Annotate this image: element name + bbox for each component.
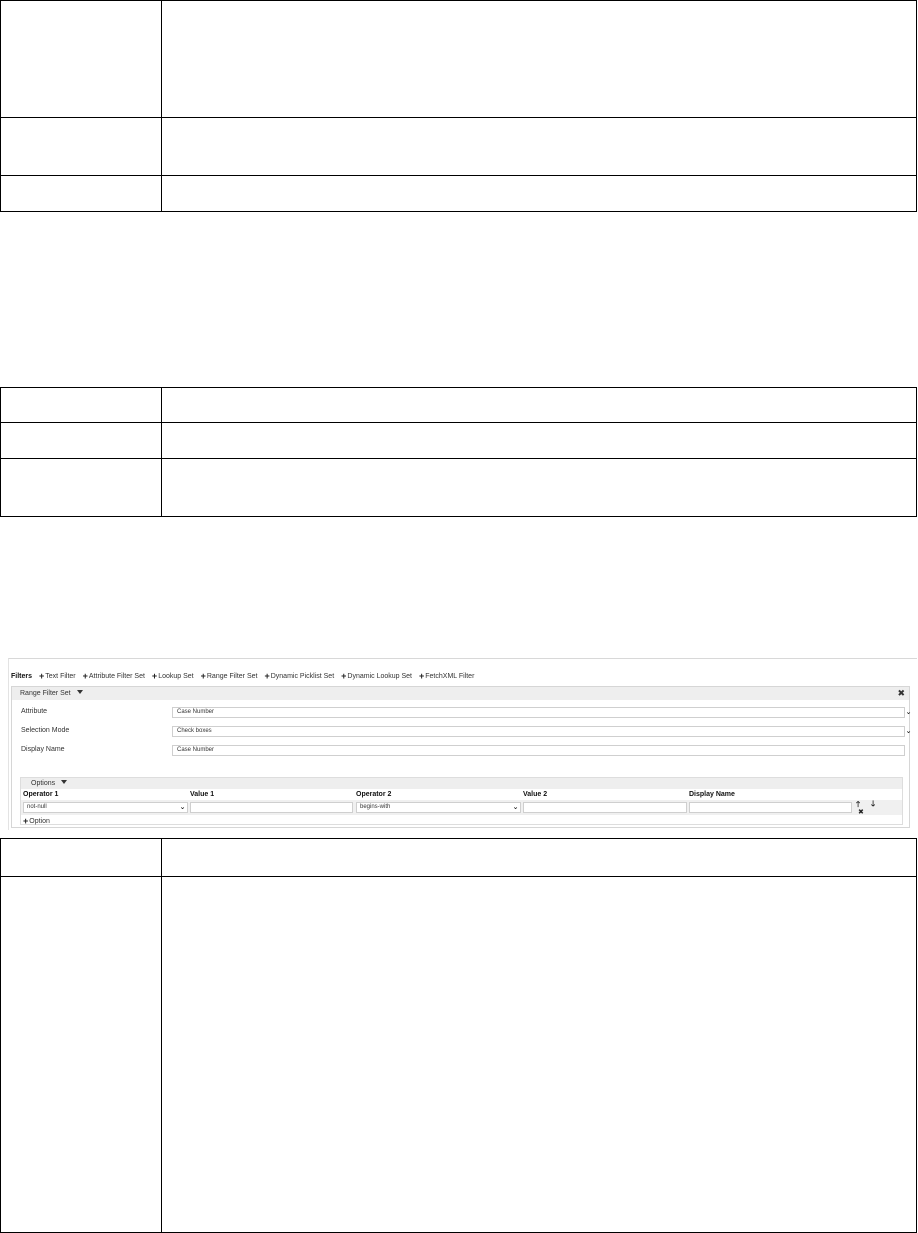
- table-cell: [162, 839, 917, 877]
- plus-icon: +: [264, 670, 270, 681]
- table-cell: [162, 1, 917, 118]
- filters-title: Filters: [11, 672, 33, 680]
- plus-icon: +: [82, 670, 88, 681]
- table-cell: [162, 459, 917, 517]
- display-name-label: Display Name: [21, 746, 65, 753]
- operator2-value: begins-with: [360, 804, 391, 810]
- close-icon[interactable]: ✖: [897, 688, 905, 698]
- toolbar-label: Attribute Filter Set: [88, 672, 145, 680]
- table-cell: [162, 388, 917, 423]
- table-cell: [1, 388, 162, 423]
- add-fetchxml-filter-button[interactable]: [419, 670, 475, 681]
- toolbar-label: Text Filter: [45, 672, 76, 680]
- add-dynamic-picklist-set-button[interactable]: [264, 670, 335, 681]
- doc-table-1: [0, 0, 917, 212]
- column-header-value2: Value 2: [523, 791, 548, 798]
- add-range-filter-set-button[interactable]: [200, 670, 258, 681]
- chevron-down-icon[interactable]: ⌄: [179, 804, 186, 811]
- plus-icon: +: [341, 670, 347, 681]
- plus-icon: +: [419, 670, 425, 681]
- add-option-label: Option: [29, 818, 50, 825]
- caret-down-icon[interactable]: [77, 690, 83, 694]
- set-title-text: Range Filter Set: [20, 690, 71, 697]
- table-cell: [162, 877, 917, 1233]
- operator2-select[interactable]: [356, 802, 521, 813]
- attribute-label: Attribute: [21, 708, 48, 715]
- doc-table-3: [0, 838, 917, 1233]
- toolbar-label: Dynamic Lookup Set: [347, 672, 412, 680]
- operator1-value: not-null: [27, 804, 47, 810]
- display-name-input[interactable]: [172, 745, 905, 756]
- add-text-filter-button[interactable]: [39, 670, 76, 681]
- toolbar-label: Range Filter Set: [206, 672, 258, 680]
- operator1-select[interactable]: [23, 802, 188, 813]
- toolbar-label: Lookup Set: [158, 672, 194, 680]
- toolbar-label: FetchXML Filter: [425, 672, 475, 680]
- display-name-value: Case Number: [177, 747, 215, 753]
- add-attribute-filter-set-button[interactable]: [82, 670, 145, 681]
- attribute-value: Case Number: [177, 709, 215, 715]
- plus-icon: +: [23, 816, 29, 826]
- table-row: [1, 459, 917, 517]
- add-lookup-set-button[interactable]: [151, 670, 194, 681]
- toolbar-label: Dynamic Picklist Set: [270, 672, 335, 680]
- add-option-button[interactable]: [23, 818, 50, 825]
- options-header[interactable]: [21, 778, 902, 789]
- table-row: [1, 423, 917, 459]
- value2-input[interactable]: [523, 802, 687, 813]
- table-cell: [1, 1, 162, 118]
- value1-input[interactable]: [190, 802, 353, 813]
- table-cell: [1, 423, 162, 459]
- table-cell: [1, 459, 162, 517]
- plus-icon: +: [200, 670, 206, 681]
- plus-icon: +: [39, 670, 45, 681]
- options-title: [31, 780, 67, 787]
- selection-mode-value: Check boxes: [177, 728, 212, 734]
- options-section: [20, 777, 903, 825]
- selection-mode-select[interactable]: [172, 726, 905, 737]
- filters-panel: [8, 658, 917, 830]
- caret-down-icon[interactable]: [61, 780, 67, 784]
- option-display-name-input[interactable]: [689, 802, 852, 813]
- set-header[interactable]: [12, 687, 909, 700]
- table-cell: [1, 839, 162, 877]
- table-cell: [1, 176, 162, 212]
- doc-table-2: [0, 387, 917, 517]
- arrow-up-icon[interactable]: 🡑: [856, 800, 861, 809]
- options-title-text: Options: [31, 780, 56, 787]
- column-header-display-name: Display Name: [689, 791, 735, 798]
- table-cell: [1, 118, 162, 176]
- delete-option-icon[interactable]: ✖: [858, 809, 864, 816]
- table-row: [1, 118, 917, 176]
- add-dynamic-lookup-set-button[interactable]: [341, 670, 412, 681]
- column-header-operator2: Operator 2: [356, 791, 392, 798]
- table-cell: [162, 423, 917, 459]
- table-row: [1, 839, 917, 877]
- table-row: [1, 1, 917, 118]
- arrow-down-icon[interactable]: 🡓: [871, 799, 876, 808]
- selection-mode-label: Selection Mode: [21, 727, 70, 734]
- filters-toolbar: [11, 671, 481, 681]
- table-cell: [162, 176, 917, 212]
- column-header-value1: Value 1: [190, 791, 215, 798]
- chevron-down-icon[interactable]: ⌄: [905, 728, 912, 735]
- column-header-operator1: Operator 1: [23, 791, 59, 798]
- chevron-down-icon[interactable]: ⌄: [905, 709, 912, 716]
- set-title: [20, 690, 83, 697]
- plus-icon: +: [151, 670, 158, 681]
- chevron-down-icon[interactable]: ⌄: [512, 804, 519, 811]
- table-cell: [162, 118, 917, 176]
- table-cell: [1, 877, 162, 1233]
- table-row: [1, 388, 917, 423]
- range-filter-set: [11, 686, 910, 828]
- table-row: [1, 877, 917, 1233]
- attribute-select[interactable]: [172, 707, 905, 718]
- table-row: [1, 176, 917, 212]
- option-row: [21, 800, 902, 815]
